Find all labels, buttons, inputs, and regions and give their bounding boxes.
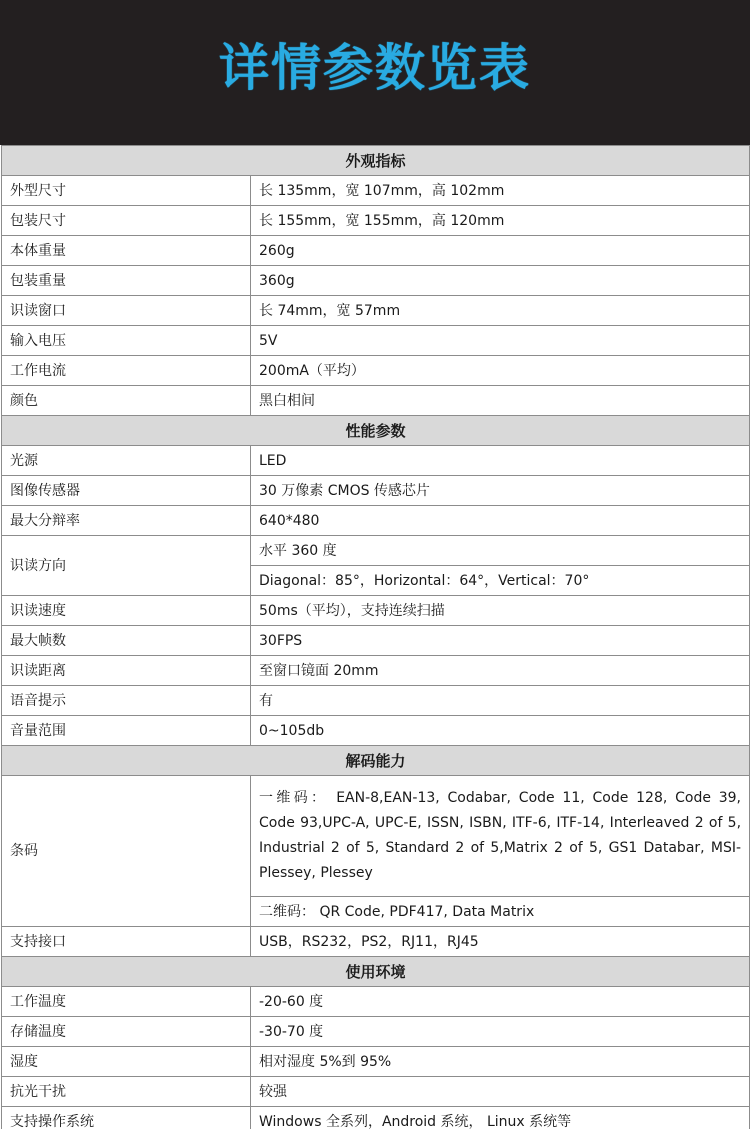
table-row: [2, 686, 750, 716]
section-header-performance: [2, 416, 750, 446]
row-value: 二维码： QR Code, PDF417, Data Matrix: [251, 897, 750, 927]
table-row: [2, 326, 750, 356]
row-value: 有: [251, 686, 750, 716]
row-value: Windows 全系列，Android 系统， Linux 系统等: [251, 1107, 750, 1129]
row-value: Diagonal：85°，Horizontal：64°，Vertical：70°: [251, 566, 750, 596]
row-label: 识读方向: [2, 536, 251, 596]
table-row: [2, 716, 750, 746]
row-value: 260g: [251, 236, 750, 266]
row-label: 本体重量: [2, 236, 251, 266]
page-header: [0, 0, 750, 145]
table-row: [2, 356, 750, 386]
table-row: [2, 176, 750, 206]
table-row: [2, 536, 750, 566]
row-label: 工作电流: [2, 356, 251, 386]
row-label: 识读窗口: [2, 296, 251, 326]
row-label: 语音提示: [2, 686, 251, 716]
row-value: USB，RS232，PS2，RJ11，RJ45: [251, 927, 750, 957]
table-row: [2, 206, 750, 236]
page-title: 详情参数览表: [219, 39, 531, 97]
table-row: [2, 656, 750, 686]
table-row: [2, 1047, 750, 1077]
row-value: 5V: [251, 326, 750, 356]
table-row: [2, 987, 750, 1017]
table-row: [2, 1017, 750, 1047]
row-label: 最大帧数: [2, 626, 251, 656]
row-value: 相对湿度 5%到 95%: [251, 1047, 750, 1077]
row-label: 识读速度: [2, 596, 251, 626]
table-row: [2, 776, 750, 897]
row-value: 至窗口镜面 20mm: [251, 656, 750, 686]
section-title: 使用环境: [2, 957, 750, 987]
table-row: [2, 296, 750, 326]
table-row: [2, 626, 750, 656]
row-label: 颜色: [2, 386, 251, 416]
table-row: [2, 236, 750, 266]
row-label: 湿度: [2, 1047, 251, 1077]
row-value: 长 135mm，宽 107mm，高 102mm: [251, 176, 750, 206]
table-row: [2, 1077, 750, 1107]
row-value: 较强: [251, 1077, 750, 1107]
row-value: 一维码： EAN-8,EAN-13, Codabar, Code 11, Code 128, Code 39, Code 93,UPC-A, UPC-E, ISSN, ISBN, ITF-6, ITF-14, Interleaved 2 of 5, Industrial 2 of 5, Standard 2 of 5,Matrix 2 of 5, GS1 Databar, MSI-Plessey, Plessey: [251, 776, 750, 897]
row-label: 支持操作系统: [2, 1107, 251, 1129]
section-title: 外观指标: [2, 146, 750, 176]
row-label: 外型尺寸: [2, 176, 251, 206]
table-row: [2, 476, 750, 506]
table-row: [2, 927, 750, 957]
row-label: 音量范围: [2, 716, 251, 746]
row-value: 200mA（平均）: [251, 356, 750, 386]
section-header-decoding: [2, 746, 750, 776]
row-label: 光源: [2, 446, 251, 476]
row-label: 识读距离: [2, 656, 251, 686]
row-value: 30FPS: [251, 626, 750, 656]
section-title: 解码能力: [2, 746, 750, 776]
row-value: 30 万像素 CMOS 传感芯片: [251, 476, 750, 506]
section-header-environment: [2, 957, 750, 987]
section-header-appearance: [2, 146, 750, 176]
row-label: 工作温度: [2, 987, 251, 1017]
row-value: 水平 360 度: [251, 536, 750, 566]
row-value: 黑白相间: [251, 386, 750, 416]
row-label: 最大分辩率: [2, 506, 251, 536]
row-value: -30-70 度: [251, 1017, 750, 1047]
row-label: 抗光干扰: [2, 1077, 251, 1107]
row-value: 640*480: [251, 506, 750, 536]
table-row: [2, 266, 750, 296]
row-value: 长 155mm，宽 155mm，高 120mm: [251, 206, 750, 236]
row-label: 支持接口: [2, 927, 251, 957]
row-value: -20-60 度: [251, 987, 750, 1017]
section-title: 性能参数: [2, 416, 750, 446]
table-row: [2, 386, 750, 416]
row-label: 图像传感器: [2, 476, 251, 506]
row-value: LED: [251, 446, 750, 476]
table-row: [2, 446, 750, 476]
row-value: 0~105db: [251, 716, 750, 746]
row-value: 长 74mm，宽 57mm: [251, 296, 750, 326]
row-label: 包装尺寸: [2, 206, 251, 236]
row-label: 存储温度: [2, 1017, 251, 1047]
table-row: [2, 506, 750, 536]
row-value: 360g: [251, 266, 750, 296]
row-label: 条码: [2, 776, 251, 927]
table-row: [2, 1107, 750, 1129]
table-row: [2, 596, 750, 626]
row-label: 输入电压: [2, 326, 251, 356]
row-label: 包装重量: [2, 266, 251, 296]
spec-table: [1, 145, 750, 1129]
row-value: 50ms（平均），支持连续扫描: [251, 596, 750, 626]
